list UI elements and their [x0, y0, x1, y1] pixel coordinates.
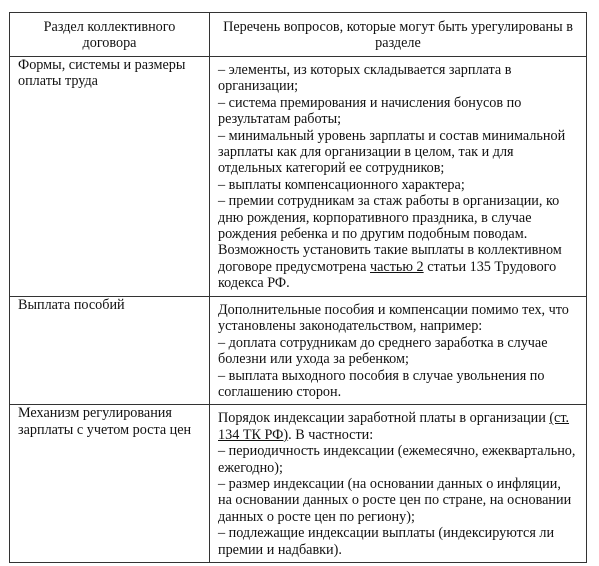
legal-note-text: Возможность установить такие выплаты в коллективном договоре предусмотрена	[218, 242, 562, 275]
list-item: – выплаты компенсационного характера;	[218, 176, 465, 193]
table-row	[10, 405, 587, 563]
row-section-cell	[10, 297, 210, 405]
list-item: – доплата сотрудникам до среднего заработка в случае болезни или ухода за ребенком;	[218, 334, 548, 368]
list-item: – размер индексации (на основании данных о инфляции, на основании данных о росте цен по стране, на основании данных о росте цен по региону);	[218, 476, 572, 525]
legal-note	[218, 242, 578, 291]
header-issues-text: Перечень вопросов, которые могут быть урегулированы в разделе	[223, 19, 573, 51]
row-section-cell	[10, 405, 210, 563]
row-issues-cell	[210, 297, 587, 405]
row-issues-cell	[210, 405, 587, 563]
table-row	[10, 297, 587, 405]
list-item: – элементы, из которых складывается зарплата в организации;	[218, 62, 512, 95]
row-section-text: Механизм регулирования зарплаты с учетом роста цен	[18, 405, 192, 438]
list-item: – периодичность индексации (ежемесячно, ежеквартально, ежегодно);	[218, 443, 576, 476]
contract-table	[9, 12, 587, 563]
list-item: – премии сотрудникам за стаж работы в организации, ко дню рождения, корпоративного праздника, в случае рождения ребенка и по другим подобным поводам.	[218, 193, 560, 243]
header-section-text: Раздел коллективного договора	[43, 19, 176, 51]
row-section-text: Выплата пособий	[18, 297, 125, 313]
header-issues	[210, 13, 587, 57]
row-section-cell	[10, 57, 210, 297]
law-link[interactable]: (ст. 134 ТК РФ)	[218, 410, 570, 443]
header-row	[10, 13, 587, 57]
list-item: – система премирования и начисления бонусов по результатам работы;	[218, 94, 522, 128]
list-item: – выплата выходного пособия в случае увольнения по соглашению сторон.	[218, 367, 545, 401]
header-section	[10, 13, 210, 57]
law-link[interactable]: частью 2	[370, 258, 424, 275]
list-item: – минимальный уровень зарплаты и состав минимальной зарплаты как для организации в целом, так и для отдельных категорий ее сотрудников;	[218, 127, 566, 177]
list-item: Дополнительные пособия и компенсации помимо тех, что установлены законодательством, например:	[218, 302, 569, 335]
legal-note-tail: статьи 135 Трудового кодекса РФ.	[218, 258, 557, 292]
list-item: – подлежащие индексации выплаты (индексируются ли премии и надбавки).	[218, 525, 555, 558]
row-section-text: Формы, системы и размеры оплаты труда	[18, 57, 186, 90]
table-row	[10, 57, 587, 297]
row-issues-cell	[210, 57, 587, 297]
intro-text: Порядок индексации заработной платы в организации (ст. 134 ТК РФ). В частности:	[218, 410, 570, 443]
